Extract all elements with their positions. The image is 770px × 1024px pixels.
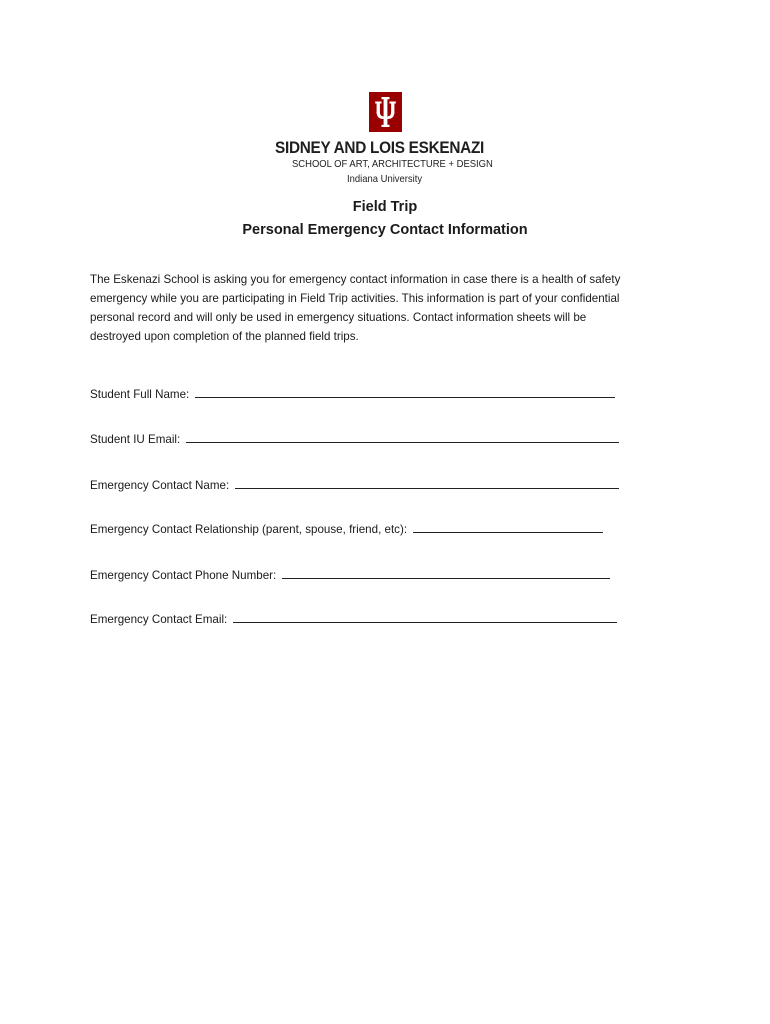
emergency-contact-name-input-line[interactable]	[235, 477, 619, 489]
emergency-contact-relationship-field	[90, 521, 603, 536]
emergency-contact-phone-field	[90, 567, 610, 582]
school-title: SIDNEY AND LOIS ESKENAZI	[275, 139, 485, 157]
emergency-contact-name-field	[90, 477, 619, 492]
student-iu-email-field	[90, 431, 619, 446]
field-label: Student Full Name:	[90, 388, 190, 401]
student-full-name-field	[90, 386, 615, 401]
intro-line: personal record and will only be used in emergency situations. Contact information sheets will be	[90, 311, 587, 324]
emergency-contact-email-field	[90, 611, 617, 626]
intro-line: destroyed upon completion of the planned field trips.	[90, 330, 359, 343]
intro-line: emergency while you are participating in Field Trip activities. This information is part of your confidential	[90, 292, 620, 305]
school-subtitle: SCHOOL OF ART, ARCHITECTURE + DESIGN	[292, 158, 493, 170]
intro-line: The Eskenazi School is asking you for emergency contact information in case there is a health of safety	[90, 273, 621, 286]
field-label: Student IU Email:	[90, 433, 181, 446]
field-label: Emergency Contact Phone Number:	[90, 569, 277, 582]
intro-paragraph	[90, 270, 690, 346]
student-iu-email-input-line[interactable]	[186, 431, 619, 443]
emergency-contact-email-input-line[interactable]	[233, 611, 617, 623]
iu-trident-icon	[369, 92, 402, 132]
field-label: Emergency Contact Name:	[90, 479, 230, 492]
document-subtitle: Personal Emergency Contact Information	[242, 222, 528, 238]
field-label: Emergency Contact Relationship (parent, spouse, friend, etc):	[90, 523, 408, 536]
university-name: Indiana University	[347, 173, 423, 185]
emergency-contact-relationship-input-line[interactable]	[413, 521, 603, 533]
emergency-contact-phone-input-line[interactable]	[282, 567, 610, 579]
student-full-name-input-line[interactable]	[195, 386, 615, 398]
document-title: Field Trip	[352, 199, 418, 215]
field-label: Emergency Contact Email:	[90, 613, 228, 626]
